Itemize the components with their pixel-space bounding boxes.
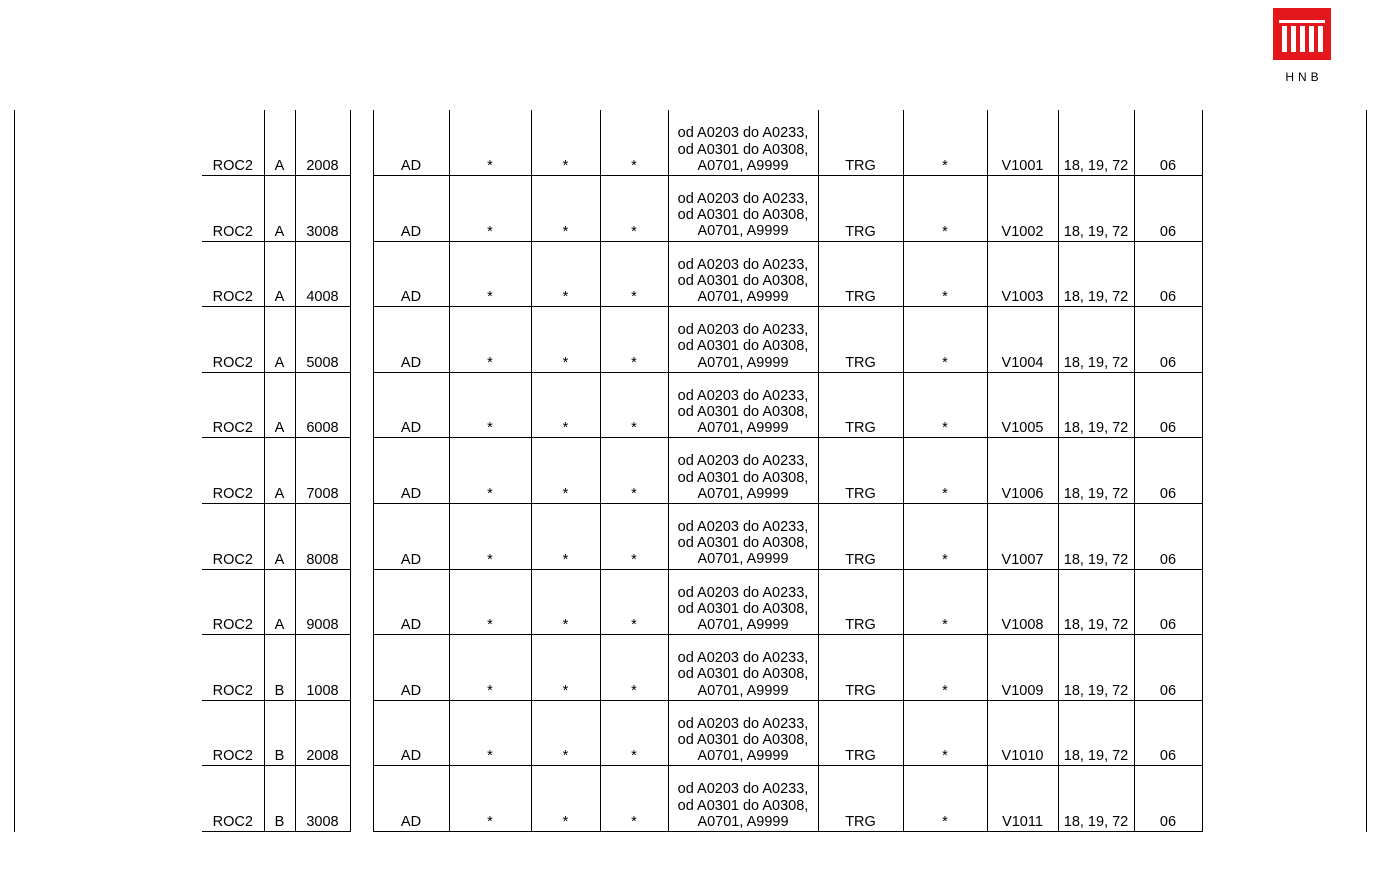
table-row	[202, 241, 1202, 307]
cell-gap	[350, 110, 373, 176]
cell-category: TRG	[818, 700, 903, 766]
cell-star-3: *	[600, 438, 668, 504]
cell-type: AD	[373, 307, 449, 373]
cell-gap	[350, 176, 373, 242]
cell-periods: 18, 19, 72	[1058, 438, 1134, 504]
cell-star-4: *	[903, 110, 987, 176]
cell-version: V1001	[987, 110, 1058, 176]
cell-star-1: *	[449, 110, 531, 176]
cell-version: V1006	[987, 438, 1058, 504]
cell-periods: 18, 19, 72	[1058, 635, 1134, 701]
cell-version: V1003	[987, 241, 1058, 307]
cell-star-1: *	[449, 438, 531, 504]
cell-end-code: 06	[1134, 176, 1202, 242]
cell-star-2: *	[531, 635, 600, 701]
cell-number: 9008	[295, 569, 350, 635]
cell-type: AD	[373, 635, 449, 701]
cell-periods: 18, 19, 72	[1058, 766, 1134, 832]
cell-star-2: *	[531, 766, 600, 832]
cell-star-4: *	[903, 176, 987, 242]
cell-code: ROC2	[202, 372, 264, 438]
cell-version: V1010	[987, 700, 1058, 766]
logo-text: HNB	[1285, 70, 1323, 84]
cell-category: TRG	[818, 176, 903, 242]
cell-letter: B	[264, 635, 295, 701]
cell-letter: A	[264, 176, 295, 242]
cell-range: od A0203 do A0233, od A0301 do A0308, A0701, A9999	[668, 438, 818, 504]
cell-gap	[350, 504, 373, 570]
cell-gap	[350, 372, 373, 438]
cell-number: 2008	[295, 700, 350, 766]
cell-category: TRG	[818, 504, 903, 570]
cell-number: 6008	[295, 372, 350, 438]
cell-code: ROC2	[202, 241, 264, 307]
cell-star-2: *	[531, 176, 600, 242]
cell-type: AD	[373, 241, 449, 307]
hnb-logo	[1273, 8, 1331, 86]
cell-star-3: *	[600, 635, 668, 701]
cell-version: V1005	[987, 372, 1058, 438]
cell-letter: A	[264, 569, 295, 635]
cell-category: TRG	[818, 110, 903, 176]
cell-type: AD	[373, 766, 449, 832]
cell-category: TRG	[818, 372, 903, 438]
cell-range: od A0203 do A0233, od A0301 do A0308, A0701, A9999	[668, 700, 818, 766]
cell-code: ROC2	[202, 766, 264, 832]
cell-star-4: *	[903, 635, 987, 701]
table-row	[202, 110, 1202, 176]
cell-star-1: *	[449, 176, 531, 242]
cell-gap	[350, 635, 373, 701]
cell-version: V1007	[987, 504, 1058, 570]
cell-star-2: *	[531, 307, 600, 373]
cell-type: AD	[373, 110, 449, 176]
cell-star-1: *	[449, 569, 531, 635]
cell-star-3: *	[600, 766, 668, 832]
cell-range: od A0203 do A0233, od A0301 do A0308, A0701, A9999	[668, 241, 818, 307]
table-row	[202, 635, 1202, 701]
cell-number: 5008	[295, 307, 350, 373]
cell-code: ROC2	[202, 110, 264, 176]
cell-category: TRG	[818, 241, 903, 307]
cell-periods: 18, 19, 72	[1058, 307, 1134, 373]
page-border-left	[14, 110, 15, 832]
table-row	[202, 504, 1202, 570]
cell-end-code: 06	[1134, 635, 1202, 701]
cell-gap	[350, 307, 373, 373]
cell-gap	[350, 438, 373, 504]
cell-star-3: *	[600, 110, 668, 176]
cell-star-3: *	[600, 307, 668, 373]
cell-star-1: *	[449, 241, 531, 307]
cell-code: ROC2	[202, 569, 264, 635]
cell-version: V1008	[987, 569, 1058, 635]
cell-end-code: 06	[1134, 110, 1202, 176]
cell-category: TRG	[818, 438, 903, 504]
cell-end-code: 06	[1134, 372, 1202, 438]
cell-end-code: 06	[1134, 241, 1202, 307]
table-row	[202, 176, 1202, 242]
cell-number: 1008	[295, 635, 350, 701]
cell-gap	[350, 241, 373, 307]
cell-category: TRG	[818, 569, 903, 635]
cell-code: ROC2	[202, 700, 264, 766]
cell-end-code: 06	[1134, 700, 1202, 766]
cell-number: 2008	[295, 110, 350, 176]
cell-range: od A0203 do A0233, od A0301 do A0308, A0701, A9999	[668, 307, 818, 373]
cell-number: 3008	[295, 176, 350, 242]
cell-code: ROC2	[202, 438, 264, 504]
cell-type: AD	[373, 700, 449, 766]
cell-star-2: *	[531, 569, 600, 635]
cell-star-3: *	[600, 569, 668, 635]
cell-number: 4008	[295, 241, 350, 307]
cell-periods: 18, 19, 72	[1058, 372, 1134, 438]
cell-star-2: *	[531, 110, 600, 176]
cell-version: V1002	[987, 176, 1058, 242]
cell-star-1: *	[449, 504, 531, 570]
cell-number: 8008	[295, 504, 350, 570]
cell-periods: 18, 19, 72	[1058, 176, 1134, 242]
cell-star-3: *	[600, 700, 668, 766]
table-row	[202, 438, 1202, 504]
cell-star-2: *	[531, 241, 600, 307]
cell-range: od A0203 do A0233, od A0301 do A0308, A0701, A9999	[668, 504, 818, 570]
cell-star-3: *	[600, 241, 668, 307]
cell-letter: A	[264, 241, 295, 307]
cell-code: ROC2	[202, 504, 264, 570]
cell-range: od A0203 do A0233, od A0301 do A0308, A0701, A9999	[668, 569, 818, 635]
cell-star-3: *	[600, 504, 668, 570]
cell-type: AD	[373, 176, 449, 242]
cell-star-4: *	[903, 372, 987, 438]
cell-type: AD	[373, 504, 449, 570]
cell-code: ROC2	[202, 307, 264, 373]
cell-letter: B	[264, 766, 295, 832]
cell-number: 7008	[295, 438, 350, 504]
table-row	[202, 569, 1202, 635]
cell-end-code: 06	[1134, 307, 1202, 373]
table-row	[202, 700, 1202, 766]
cell-periods: 18, 19, 72	[1058, 504, 1134, 570]
table-row	[202, 372, 1202, 438]
cell-letter: A	[264, 307, 295, 373]
cell-letter: A	[264, 110, 295, 176]
cell-code: ROC2	[202, 176, 264, 242]
cell-star-1: *	[449, 635, 531, 701]
cell-end-code: 06	[1134, 569, 1202, 635]
cell-star-2: *	[531, 504, 600, 570]
cell-letter: B	[264, 700, 295, 766]
cell-version: V1004	[987, 307, 1058, 373]
cell-category: TRG	[818, 307, 903, 373]
cell-range: od A0203 do A0233, od A0301 do A0308, A0701, A9999	[668, 635, 818, 701]
cell-star-4: *	[903, 438, 987, 504]
cell-star-4: *	[903, 241, 987, 307]
cell-range: od A0203 do A0233, od A0301 do A0308, A0701, A9999	[668, 766, 818, 832]
data-table	[202, 110, 1203, 832]
cell-code: ROC2	[202, 635, 264, 701]
cell-end-code: 06	[1134, 504, 1202, 570]
page-border-right	[1366, 110, 1367, 832]
cell-range: od A0203 do A0233, od A0301 do A0308, A0701, A9999	[668, 110, 818, 176]
cell-gap	[350, 766, 373, 832]
cell-star-4: *	[903, 700, 987, 766]
cell-end-code: 06	[1134, 438, 1202, 504]
hnb-logo-icon	[1273, 8, 1331, 64]
cell-star-4: *	[903, 307, 987, 373]
cell-gap	[350, 569, 373, 635]
cell-star-1: *	[449, 766, 531, 832]
cell-periods: 18, 19, 72	[1058, 700, 1134, 766]
cell-version: V1011	[987, 766, 1058, 832]
cell-star-4: *	[903, 569, 987, 635]
cell-star-1: *	[449, 307, 531, 373]
cell-star-2: *	[531, 438, 600, 504]
cell-star-2: *	[531, 700, 600, 766]
cell-star-4: *	[903, 504, 987, 570]
cell-version: V1009	[987, 635, 1058, 701]
cell-letter: A	[264, 504, 295, 570]
cell-letter: A	[264, 438, 295, 504]
cell-star-4: *	[903, 766, 987, 832]
cell-star-1: *	[449, 372, 531, 438]
cell-star-2: *	[531, 372, 600, 438]
cell-type: AD	[373, 569, 449, 635]
cell-number: 3008	[295, 766, 350, 832]
cell-star-3: *	[600, 372, 668, 438]
cell-gap	[350, 700, 373, 766]
cell-range: od A0203 do A0233, od A0301 do A0308, A0701, A9999	[668, 176, 818, 242]
cell-periods: 18, 19, 72	[1058, 569, 1134, 635]
cell-range: od A0203 do A0233, od A0301 do A0308, A0701, A9999	[668, 372, 818, 438]
cell-category: TRG	[818, 766, 903, 832]
cell-periods: 18, 19, 72	[1058, 110, 1134, 176]
cell-star-3: *	[600, 176, 668, 242]
cell-end-code: 06	[1134, 766, 1202, 832]
table-row	[202, 307, 1202, 373]
cell-star-1: *	[449, 700, 531, 766]
cell-letter: A	[264, 372, 295, 438]
cell-type: AD	[373, 372, 449, 438]
table-row	[202, 766, 1202, 832]
cell-periods: 18, 19, 72	[1058, 241, 1134, 307]
cell-category: TRG	[818, 635, 903, 701]
cell-type: AD	[373, 438, 449, 504]
